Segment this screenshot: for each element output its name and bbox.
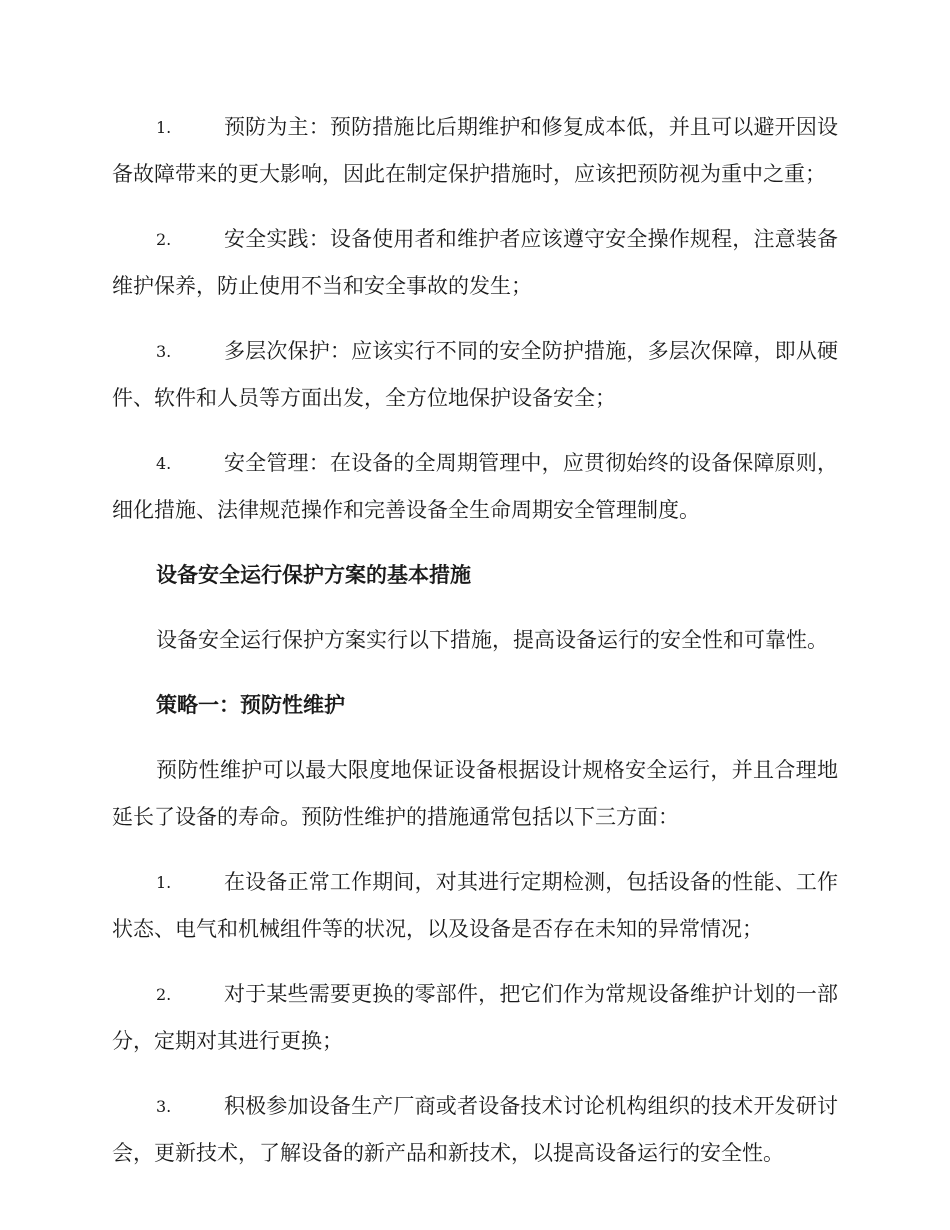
principle-item-3 [112,328,838,422]
strategy-heading: 策略一：预防性维护 [156,693,345,717]
principle-text: 预防为主：预防措施比后期维护和修复成本低，并且可以避开因设备故障带来的更大影响，因此在制定保护措施时，应该把预防视为重中之重； [112,115,838,186]
strategy-item-1 [112,859,838,953]
list-number: 1. [156,873,172,892]
list-number: 2. [156,985,172,1004]
principle-text: 安全实践：设备使用者和维护者应该遵守安全操作规程，注意装备维护保养，防止使用不当和安全事故的发生； [112,227,838,298]
strategy-item-text: 在设备正常工作期间，对其进行定期检测，包括设备的性能、工作状态、电气和机械组件等的状况，以及设备是否存在未知的异常情况； [112,870,838,941]
list-number: 3. [156,342,172,361]
principle-item-1 [112,104,838,198]
document-page [112,104,838,1195]
strategy-item-text: 积极参加设备生产厂商或者设备技术讨论机构组织的技术开发研讨会，更新技术，了解设备的新产品和新技术，以提高设备运行的安全性。 [112,1094,838,1165]
section-heading: 设备安全运行保护方案的基本措施 [156,563,471,587]
strategy-item-text: 对于某些需要更换的零部件，把它们作为常规设备维护计划的一部分，定期对其进行更换； [112,982,838,1053]
list-number: 1. [156,118,172,137]
strategy-item-2 [112,971,838,1065]
principle-text: 多层次保护：应该实行不同的安全防护措施，多层次保障，即从硬件、软件和人员等方面出发，全方位地保护设备安全； [112,339,838,410]
list-number: 2. [156,230,172,249]
section-intro: 设备安全运行保护方案实行以下措施，提高设备运行的安全性和可靠性。 [156,628,828,652]
principle-item-4 [112,440,838,534]
list-number: 4. [156,454,172,473]
list-number: 3. [156,1097,172,1116]
principle-text: 安全管理：在设备的全周期管理中，应贯彻始终的设备保障原则，细化措施、法律规范操作和完善设备全生命周期安全管理制度。 [112,451,838,522]
principle-item-2 [112,216,838,310]
strategy-item-3 [112,1083,838,1177]
strategy-intro: 预防性维护可以最大限度地保证设备根据设计规格安全运行，并且合理地延长了设备的寿命。预防性维护的措施通常包括以下三方面： [112,758,838,829]
